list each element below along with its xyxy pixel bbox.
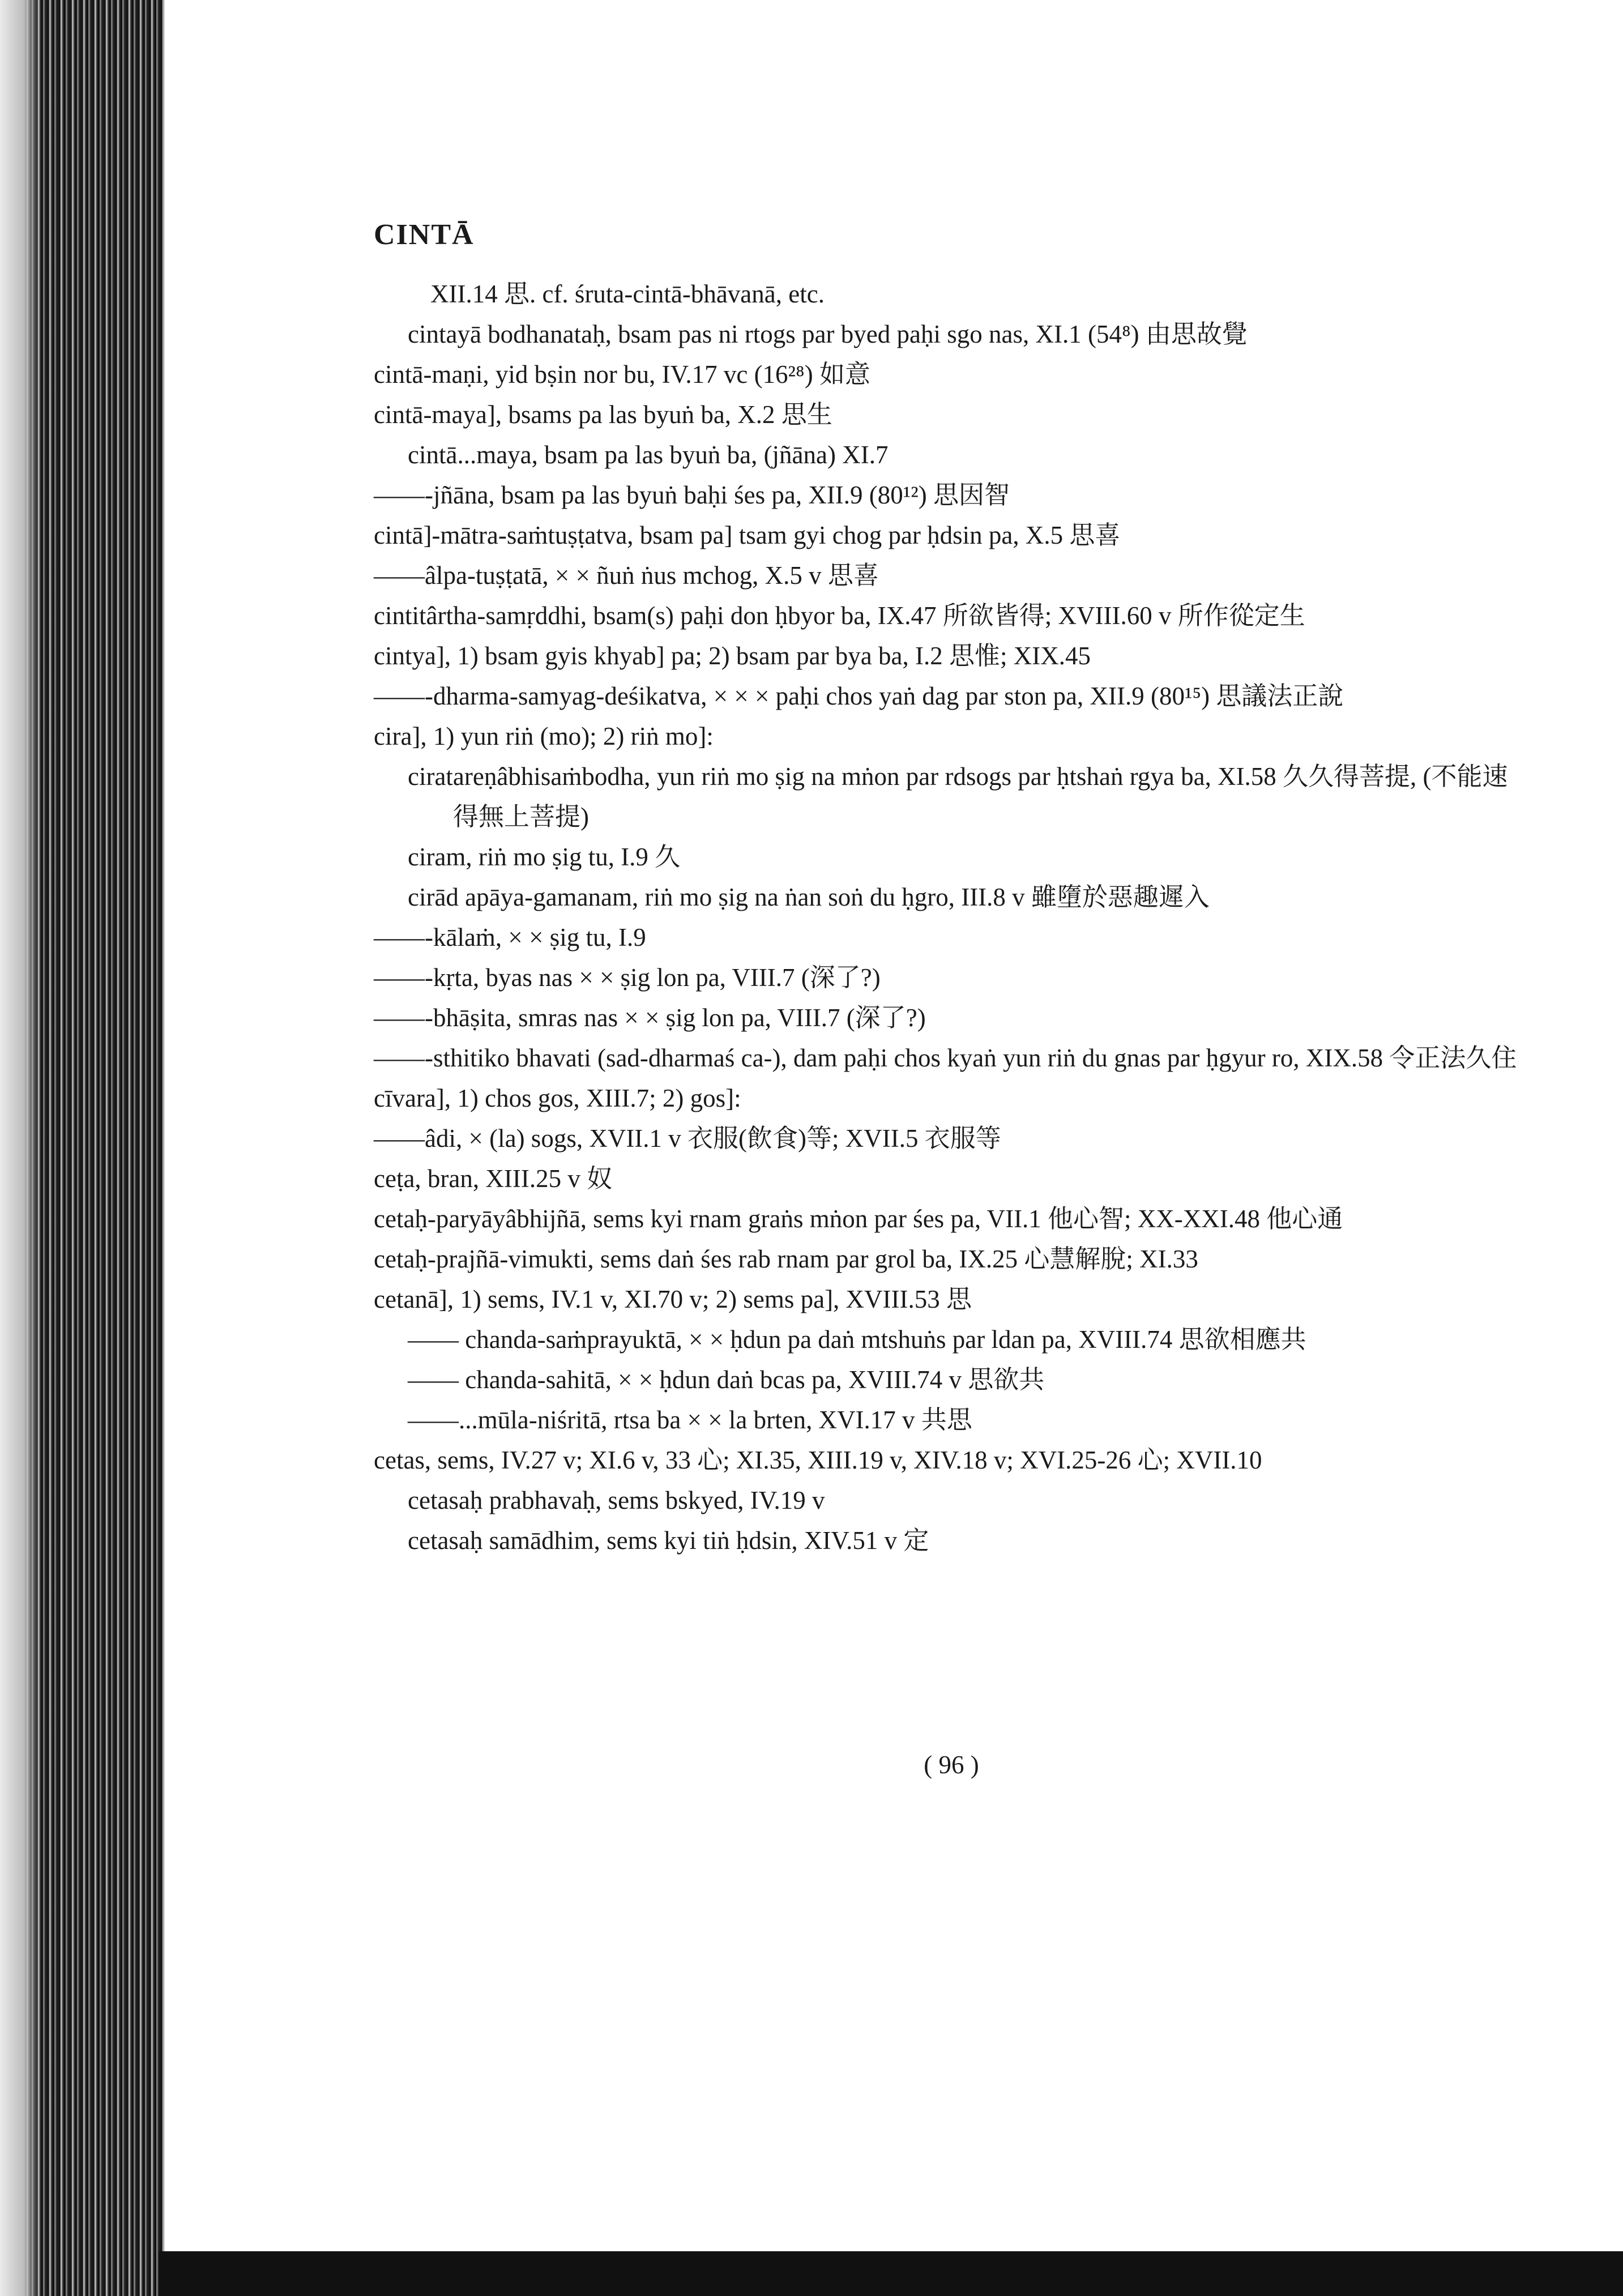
dictionary-entry: —— chanda-sahitā, × × ḥdun daṅ bcas pa, XVIII.74 v 思欲共 (408, 1365, 1045, 1394)
dictionary-entry: —— chanda-saṁprayuktā, × × ḥdun pa daṅ mtshuṅs par ldan pa, XVIII.74 思欲相應共 (408, 1325, 1306, 1354)
dictionary-entry: ——-bhāṣita, smras nas × × ṣig lon pa, VIII.7 (深了?) (374, 1004, 926, 1032)
dictionary-entry: cintya], 1) bsam gyis khyab] pa; 2) bsam par bya ba, I.2 思惟; XIX.45 (374, 642, 1091, 670)
dictionary-entry: cetaḥ-paryāyâbhijñā, sems kyi rnam graṅs mṅon par śes pa, VII.1 他心智; XX-XXI.48 他心通 (374, 1205, 1343, 1233)
dictionary-entry: XII.14 思. cf. śruta-cintā-bhāvanā, etc. (430, 280, 825, 308)
dictionary-entry: cira], 1) yun riṅ (mo); 2) riṅ mo]: (374, 722, 714, 750)
dictionary-page (374, 218, 1529, 1561)
entry-list (374, 274, 1529, 1561)
dictionary-entry: cetaḥ-prajñā-vimukti, sems daṅ śes rab rnam par grol ba, IX.25 心慧解脫; XI.33 (374, 1245, 1198, 1273)
dictionary-entry: cintā]-mātra-saṁtuṣṭatva, bsam pa] tsam gyi chog par ḥdsin pa, X.5 思喜 (374, 521, 1121, 549)
dictionary-entry: cintā...maya, bsam pa las byuṅ ba, (jñāna) XI.7 (408, 441, 889, 469)
dictionary-entry: cintayā bodhanataḥ, bsam pas ni rtogs par byed paḥi sgo nas, XI.1 (54⁸) 由思故覺 (408, 320, 1248, 348)
dictionary-entry: ——âdi, × (la) sogs, XVII.1 v 衣服(飲食)等; XVII.5 衣服等 (374, 1124, 1001, 1153)
dictionary-entry: ceṭa, bran, XIII.25 v 奴 (374, 1164, 613, 1193)
dictionary-entry: cintitârtha-samṛddhi, bsam(s) paḥi don ḥbyor ba, IX.47 所欲皆得; XVIII.60 v 所作從定生 (374, 601, 1305, 630)
dictionary-entry: cetasaḥ prabhavaḥ, sems bskyed, IV.19 v (408, 1486, 825, 1514)
section-heading: CINTĀ (374, 219, 475, 251)
dictionary-entry: cīvara], 1) chos gos, XIII.7; 2) gos]: (374, 1084, 741, 1112)
dictionary-entry: ——âlpa-tuṣṭatā, × × ñuṅ ṅus mchog, X.5 v 思喜 (374, 561, 879, 590)
dictionary-entry: cirād apāya-gamanam, riṅ mo ṣig na ṅan soṅ du ḥgro, III.8 v 雖墮於惡趣遲入 (408, 883, 1210, 911)
dictionary-entry: cetanā], 1) sems, IV.1 v, XI.70 v; 2) sems pa], XVIII.53 思 (374, 1285, 972, 1313)
dictionary-entry: cetasaḥ samādhim, sems kyi tiṅ ḥdsin, XIV.51 v 定 (408, 1526, 929, 1555)
dictionary-entry: cetas, sems, IV.27 v; XI.6 v, 33 心; XI.35, XIII.19 v, XIV.18 v; XVI.25-26 心; XVII.10 (374, 1446, 1262, 1474)
scan-edge (0, 0, 40, 2296)
page-number: ( 96 ) (924, 1751, 979, 1779)
dictionary-entry: ——-jñāna, bsam pa las byuṅ baḥi śes pa, XII.9 (80¹²) 思因智 (374, 481, 1010, 509)
dictionary-entry: cintā-maya], bsams pa las byuṅ ba, X.2 思生 (374, 400, 832, 429)
dictionary-entry: ciram, riṅ mo ṣig tu, I.9 久 (408, 843, 681, 871)
dictionary-entry: cintā-maṇi, yid bṣin nor bu, IV.17 vc (16²⁸) 如意 (374, 360, 870, 389)
dictionary-entry: ——-kālaṁ, × × ṣig tu, I.9 (374, 923, 646, 951)
scan-bottom-edge (159, 2251, 1623, 2296)
dictionary-entry: ——-kṛta, byas nas × × ṣig lon pa, VIII.7 (深了?) (374, 963, 881, 992)
dictionary-entry: ——...mūla-niśritā, rtsa ba × × la brten, XVI.17 v 共思 (408, 1406, 972, 1434)
dictionary-entry: ——-sthitiko bhavati (sad-dharmaś ca-), dam paḥi chos kyaṅ yun riṅ du gnas par ḥgyur ro, XIX.58 令正法久住 (374, 1044, 1517, 1072)
dictionary-entry: ——-dharma-samyag-deśikatva, × × × paḥi chos yaṅ dag par ston pa, XII.9 (80¹⁵) 思議法正說 (374, 682, 1344, 710)
dictionary-entry: ciratareṇâbhisaṁbodha, yun riṅ mo ṣig na mṅon par rdsogs par ḥtshaṅ rgya ba, XI.58 久久得菩提, (不能速得無上菩提) (408, 762, 1508, 831)
